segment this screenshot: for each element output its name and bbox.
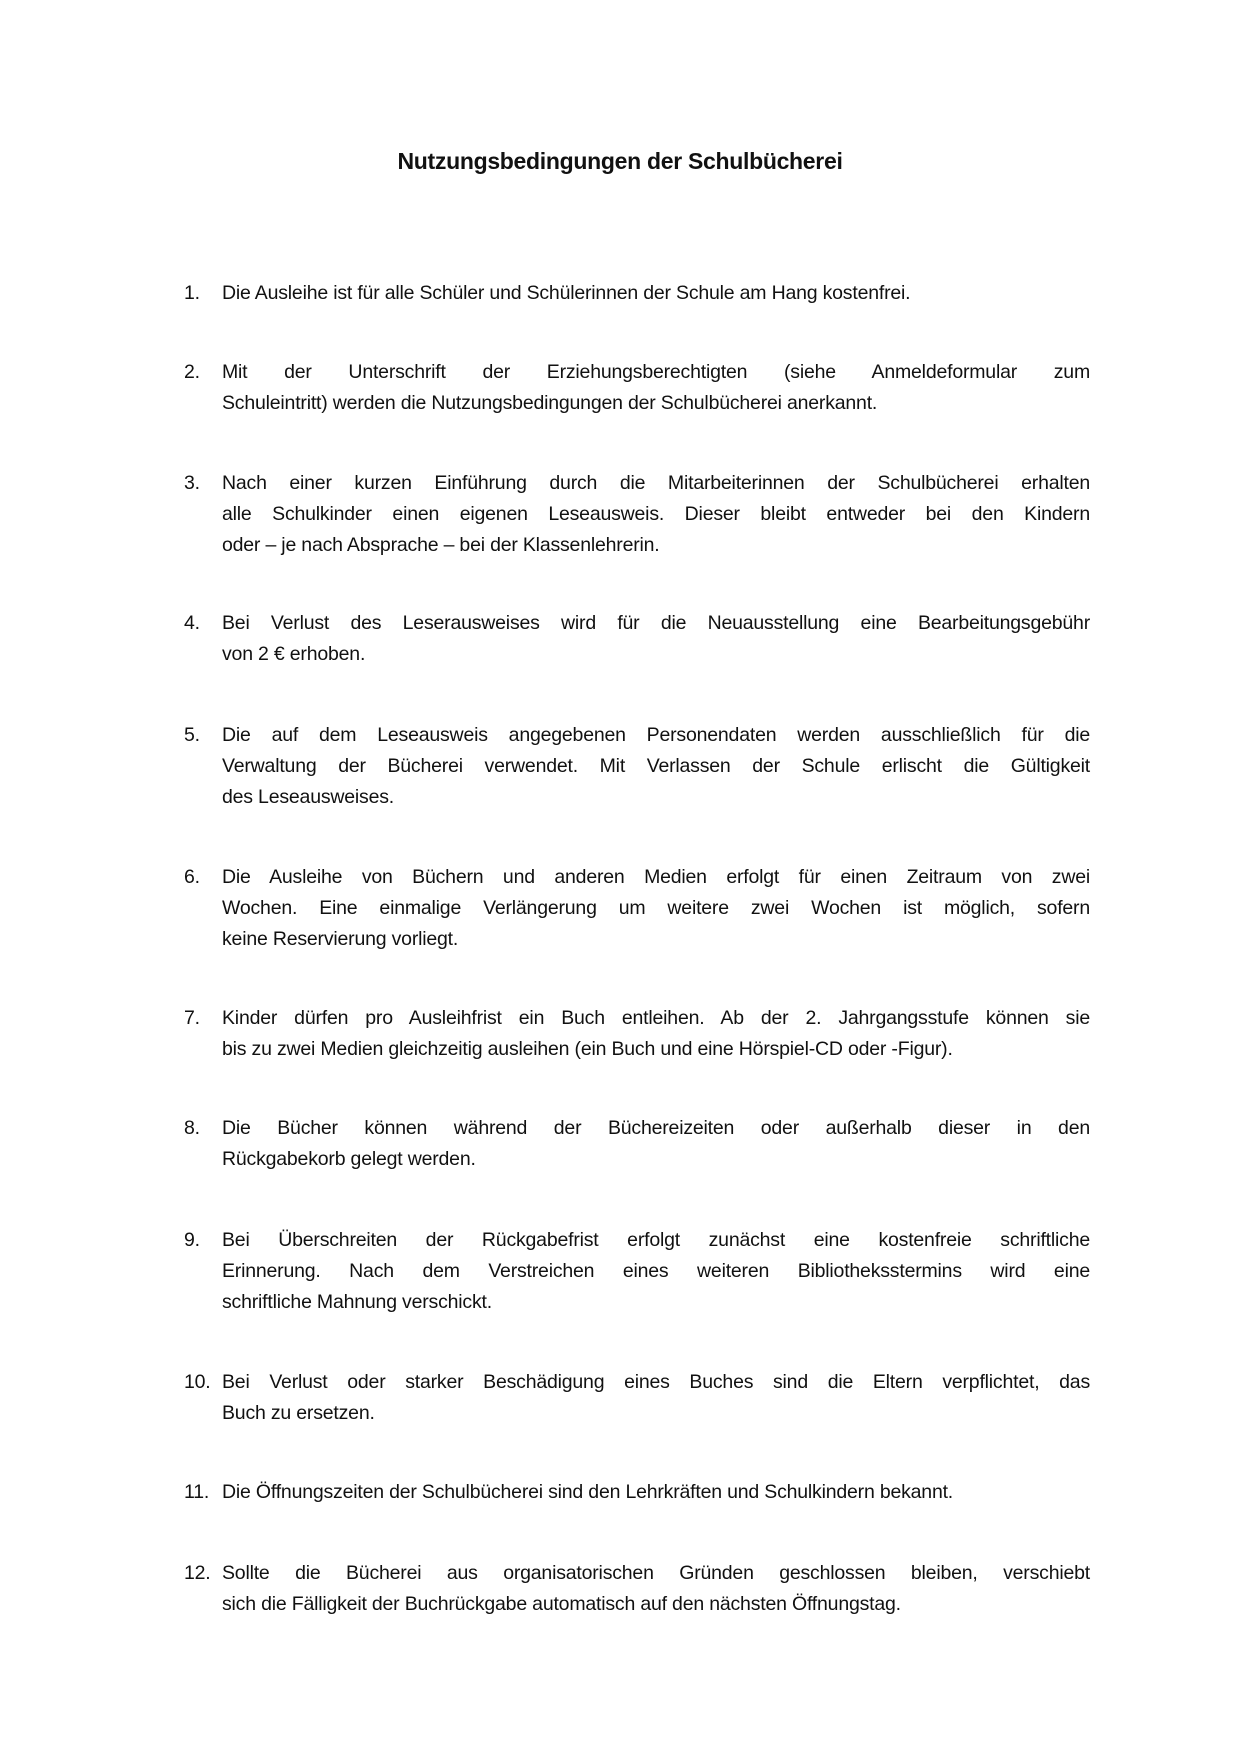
- item-number: 6.: [184, 866, 200, 888]
- item-text: [222, 1558, 1090, 1620]
- text-line: Verwaltung der Bücherei verwendet. Mit Verlassen der Schule erlischt die Gültigkeit: [222, 755, 1090, 777]
- text-line: des Leseausweises.: [222, 786, 395, 808]
- item-number: 9.: [184, 1229, 200, 1251]
- text-line: schriftliche Mahnung verschickt.: [222, 1291, 492, 1313]
- item-text: [222, 278, 1090, 309]
- text-line: Erinnerung. Nach dem Verstreichen eines weiteren Bibliotheksstermins wird eine: [222, 1260, 1090, 1282]
- item-text: [222, 357, 1090, 419]
- item-text: [222, 1477, 1090, 1508]
- item-text: [222, 1113, 1090, 1175]
- item-number: 10.: [184, 1371, 211, 1393]
- item-text: [222, 720, 1090, 813]
- item-text: [222, 468, 1090, 561]
- text-line: Bei Verlust des Leserausweises wird für die Neuausstellung eine Bearbeitungsgebühr: [222, 612, 1090, 634]
- text-line: Die auf dem Leseausweis angegebenen Personendaten werden ausschließlich für die: [222, 724, 1090, 746]
- item-number: 7.: [184, 1007, 200, 1029]
- item-number: 8.: [184, 1117, 200, 1139]
- item-number: 2.: [184, 361, 200, 383]
- text-line: Bei Überschreiten der Rückgabefrist erfolgt zunächst eine kostenfreie schriftliche: [222, 1229, 1090, 1251]
- item-number: 3.: [184, 472, 200, 494]
- text-line: Wochen. Eine einmalige Verlängerung um weitere zwei Wochen ist möglich, sofern: [222, 897, 1090, 919]
- text-line: Die Bücher können während der Büchereizeiten oder außerhalb dieser in den: [222, 1117, 1090, 1139]
- text-line: Schuleintritt) werden die Nutzungsbedingungen der Schulbücherei anerkannt.: [222, 392, 878, 414]
- text-line: Kinder dürfen pro Ausleihfrist ein Buch entleihen. Ab der 2. Jahrgangsstufe können sie: [222, 1007, 1090, 1029]
- text-line: bis zu zwei Medien gleichzeitig ausleihen (ein Buch und eine Hörspiel-CD oder -Figur).: [222, 1038, 953, 1060]
- document-title: Nutzungsbedingungen der Schulbücherei: [397, 148, 843, 174]
- item-number: 12.: [184, 1562, 211, 1584]
- item-number: 1.: [184, 282, 200, 304]
- item-text: [222, 608, 1090, 670]
- text-line: oder – je nach Absprache – bei der Klassenlehrerin.: [222, 534, 660, 556]
- text-line: Die Ausleihe ist für alle Schüler und Schülerinnen der Schule am Hang kostenfrei.: [222, 282, 911, 304]
- item-text: [222, 1003, 1090, 1065]
- text-line: Die Ausleihe von Büchern und anderen Medien erfolgt für einen Zeitraum von zwei: [222, 866, 1090, 888]
- text-line: Mit der Unterschrift der Erziehungsberechtigten (siehe Anmeldeformular zum: [222, 361, 1090, 383]
- item-number: 11.: [184, 1481, 210, 1503]
- text-line: Die Öffnungszeiten der Schulbücherei sind den Lehrkräften und Schulkindern bekannt.: [222, 1481, 954, 1503]
- text-line: Buch zu ersetzen.: [222, 1402, 375, 1424]
- text-line: alle Schulkinder einen eigenen Leseausweis. Dieser bleibt entweder bei den Kindern: [222, 503, 1090, 525]
- text-line: von 2 € erhoben.: [222, 643, 366, 665]
- text-line: Nach einer kurzen Einführung durch die Mitarbeiterinnen der Schulbücherei erhalten: [222, 472, 1090, 494]
- text-line: Rückgabekorb gelegt werden.: [222, 1148, 476, 1170]
- text-line: Sollte die Bücherei aus organisatorischen Gründen geschlossen bleiben, verschiebt: [222, 1562, 1090, 1584]
- text-line: keine Reservierung vorliegt.: [222, 928, 459, 950]
- item-text: [222, 1225, 1090, 1318]
- item-text: [222, 1367, 1090, 1429]
- item-number: 4.: [184, 612, 200, 634]
- item-text: [222, 862, 1090, 955]
- text-line: sich die Fälligkeit der Buchrückgabe automatisch auf den nächsten Öffnungstag.: [222, 1593, 901, 1615]
- item-number: 5.: [184, 724, 200, 746]
- text-line: Bei Verlust oder starker Beschädigung eines Buches sind die Eltern verpflichtet, das: [222, 1371, 1090, 1393]
